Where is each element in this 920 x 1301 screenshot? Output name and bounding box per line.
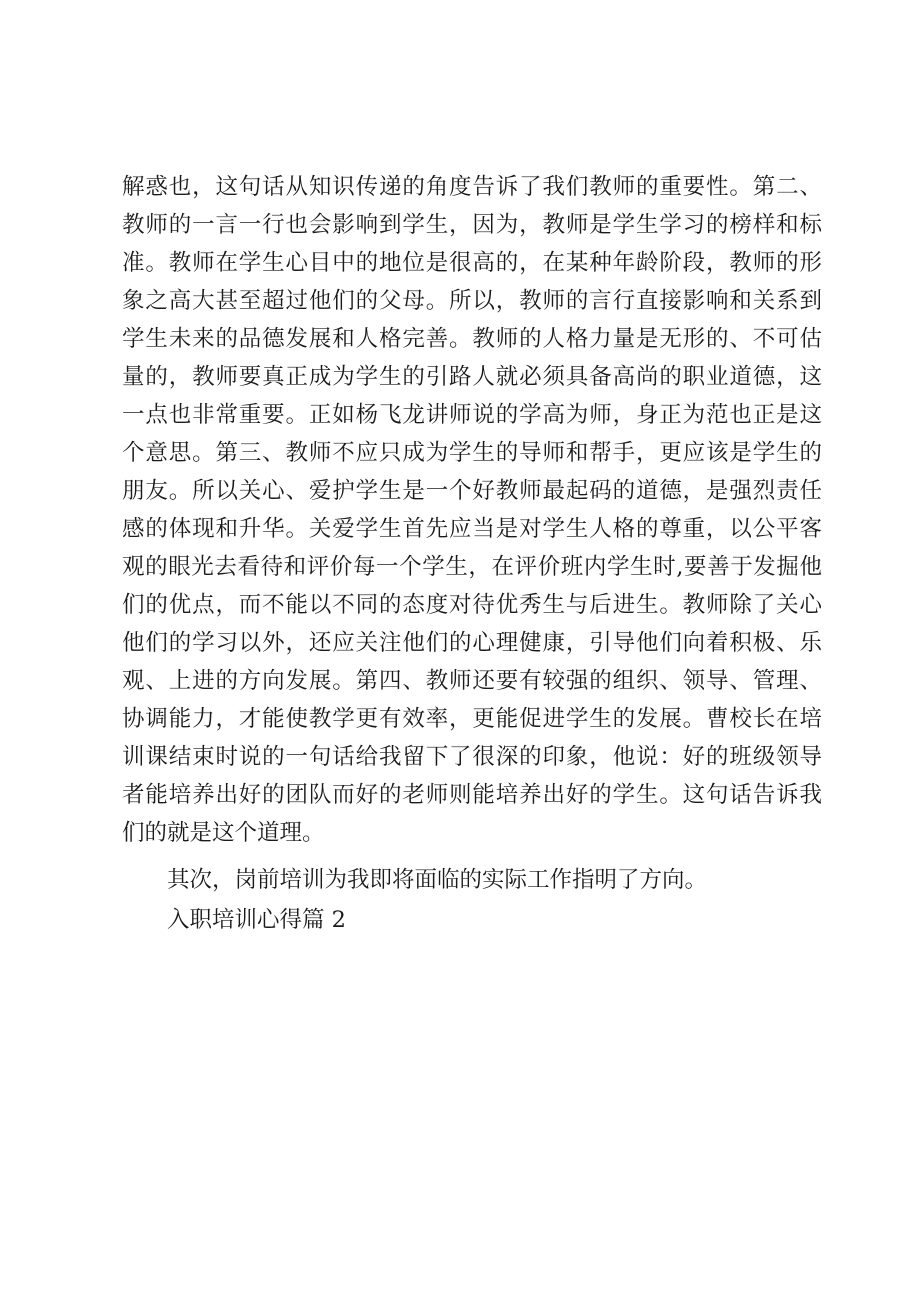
paragraph-line: 他们的学习以外，还应关注他们的心理健康，引导他们向着积极、乐: [122, 630, 822, 656]
paragraph-line: 协调能力，才能使教学更有效率，更能促进学生的发展。曹校长在培: [122, 706, 822, 732]
section-heading: [122, 901, 822, 939]
paragraph-line: 学生未来的品德发展和人格完善。教师的人格力量是无形的、不可估: [122, 326, 822, 352]
paragraph-line: 一点也非常重要。正如杨飞龙讲师说的学高为师，身正为范也正是这: [122, 402, 822, 428]
paragraph-line: 朋友。所以关心、爱护学生是一个好教师最起码的道德，是强烈责任: [122, 478, 822, 504]
paragraph-line: 象之高大甚至超过他们的父母。所以，教师的言行直接影响和关系到: [122, 288, 822, 314]
paragraph-line-last: 们的就是这个道理。: [122, 820, 325, 846]
paragraph-line: 者能培养出好的团队而好的老师则能培养出好的学生。这句话告诉我: [122, 782, 822, 808]
section-heading-text: 入职培训心得篇 2: [167, 907, 346, 933]
paragraph-line: 感的体现和升华。关爱学生首先应当是对学生人格的尊重，以公平客: [122, 516, 822, 542]
paragraph-line: 观的眼光去看待和评价每一个学生，在评价班内学生时,要善于发掘他: [122, 554, 822, 580]
paragraph-line: 量的，教师要真正成为学生的引路人就必须具备高尚的职业道德，这: [122, 364, 822, 390]
paragraph-line: 其次，岗前培训为我即将面临的实际工作指明了方向。: [167, 867, 708, 893]
paragraph-line: 解惑也，这句话从知识传递的角度告诉了我们教师的重要性。第二、: [122, 174, 822, 200]
paragraph-line: 观、上进的方向发展。第四、教师还要有较强的组织、领导、管理、: [122, 668, 822, 694]
paragraph-line: 准。教师在学生心目中的地位是很高的，在某种年龄阶段，教师的形: [122, 250, 822, 276]
paragraph-teacher-role: [122, 168, 822, 852]
paragraph-training-direction: [122, 861, 822, 899]
paragraph-line: 们的优点，而不能以不同的态度对待优秀生与后进生。教师除了关心: [122, 592, 822, 618]
paragraph-line: 教师的一言一行也会影响到学生，因为，教师是学生学习的榜样和标: [122, 212, 822, 238]
paragraph-line: 训课结束时说的一句话给我留下了很深的印象，他说：好的班级领导: [122, 744, 822, 770]
document-body: [122, 168, 822, 939]
paragraph-line: 个意思。第三、教师不应只成为学生的导师和帮手，更应该是学生的: [122, 440, 822, 466]
